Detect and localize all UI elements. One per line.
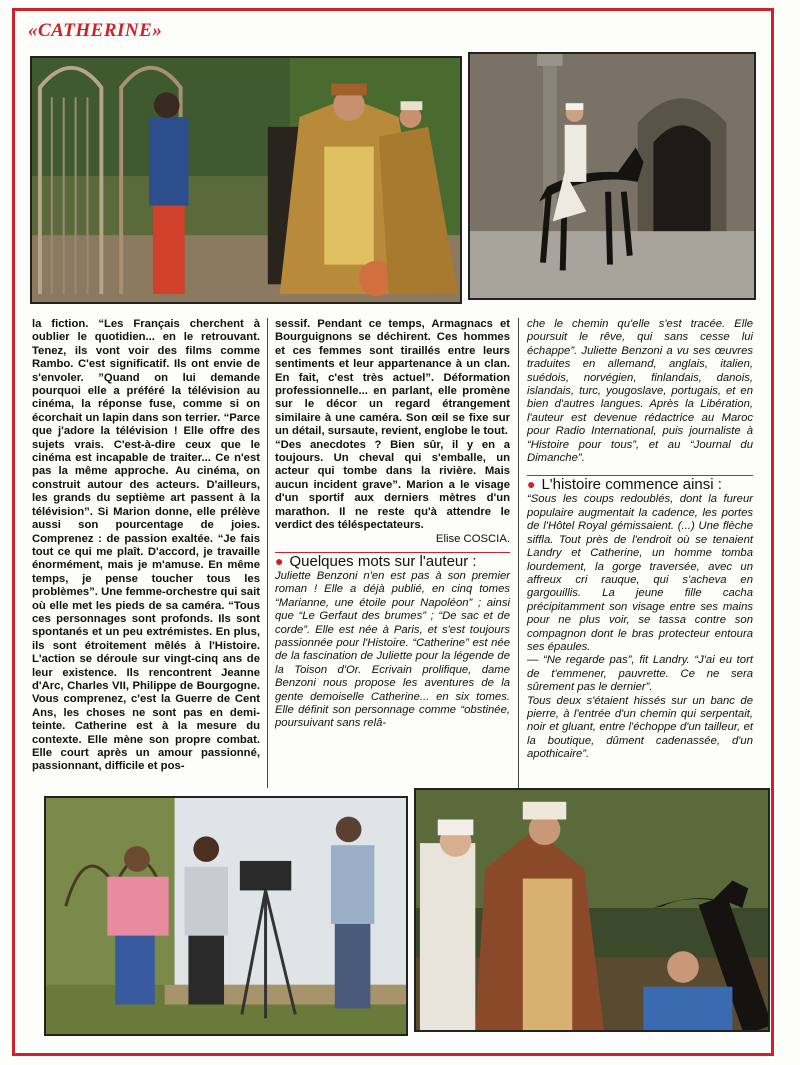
photo-actors-with-horse: [414, 788, 770, 1032]
author-signature: Elise COSCIA.: [435, 532, 510, 545]
photo-costumed-actors-at-gate: [30, 56, 462, 304]
heading-author-text: Quelques mots sur l'auteur :: [289, 552, 477, 570]
bullet-icon: ●: [275, 552, 284, 569]
photo-film-crew-camera: [44, 796, 408, 1036]
story-excerpt-2: — “Ne regarde pas”, fit Landry. “J'ai eu tort de t'emmener, pauvrette. Ce ne sera sûrement pas le dernier”.: [527, 654, 753, 694]
photo-rider-on-black-horse: [468, 52, 756, 300]
heading-story-text: L'histoire commence ainsi :: [541, 476, 722, 494]
heading-author: [275, 553, 510, 570]
column-divider-2: [518, 318, 519, 788]
section-rule-auteur: [275, 552, 510, 553]
story-excerpt-1: “Sous les coups redoublés, dont la fureur populaire augmentait la cadence, les portes de l'Hôtel Royal gémissaient. (...) Une flèche siffla. Tout près de l'endroit où se tenaient Landry et Catherine, un homme tomba lourdement, la gorge traversée, avec un affreux cri rauque, qui s'acheva en gargouillis. La jeune fille cacha précipitamment son visage entre ses mains pour ne plus voir, se tassa contre son compagnon dont le bras protecteur entoura ses épaules.: [527, 493, 753, 653]
heading-story: [527, 476, 753, 493]
story-excerpt-3: Tous deux s'étaient hissés sur un banc de pierre, à l'entrée d'un chemin qui serpentait, noir et gluant, entre l'échoppe d'un tailleur, et la boutique, dûment cadenassée, d'un apothicaire”.: [527, 694, 753, 761]
author-bio: Juliette Benzoni n'en est pas à son premier roman ! Elle a déjà publié, en cinq tomes “Marianne, une étoile pour Napoléon” ; ainsi que “Le Gerfaut des brumes” ; “De sac et de corde”. Elle est née à Paris, et s'est toujours passionnée pour l'Histoire. “Catherine” est née de la fascination de Juliette pour la légende de la Toison d'Or. Ecrivain prolifique, dame Benzoni nous propose les aventures de la gente demoiselle Catherine... en six tomes. Elle définit son personnage comme “obstinée, poursuivant sans relâ-: [275, 569, 510, 730]
column-3: [527, 318, 753, 762]
article-body-col1: la fiction. “Les Français cherchent à oublier le quotidien... en le retrouvant. Tenez, ils vont voir des films comme Rambo. C'est significatif. Ils ont envie de s'envoler. ”Quand on lui demande pourquoi elle a préféré la télévision au cinéma, la réponse fuse, comme si on écorchait un lapin dans son terrier. “Parce que j'adore la télévision ! Elle offre des sujets vrais. C'est-à-dire ceux que le cinéma est incapable de traiter... Ce n'est pas la même approche. Au cinéma, on construit autour des acteurs. D'ailleurs, les grands du septième art passent à la télévision”. Si Marion donne, elle prélève aussi son pourcentage de joies. Comprenez : de passion exaltée. “Je fais tout ce qui me plaît. D'accord, je travaille énormément, mais je m'amuse. En même temps, je pense toucher tous les problèmes”. Une femme-orchestre qui sait où elle met les pieds de sa caméra. “Tous ces personnages sont profonds. Ils sont spontanés et un peu extrémistes. En plus, ils sont étroitement mêlés à l'Histoire. L'action se déroule sur vingt-cinq ans de leur existence. Ils rencontrent Jeanne d'Arc, Charles VII, Philippe de Bourgogne. Vous comprenez, c'est la Guerre de Cent Ans, les choses ne sont pas en demi-teinte. Catherine est à la mesure du contexte. Elle mène son propre combat. Elle court après un amour passionné, passionnant, difficile et pos-: [32, 318, 260, 773]
article-body-col2-anecdotes: “Des anecdotes ? Bien sûr, il y en a toujours. Un cheval qui s'emballe, un acteur qui tombe dans la rivière. Mais aucun incident grave”. Marion a le visage d'un sportif aux derniers mètres d'un marathon. Il ne reste qu'à attendre le verdict des téléspectateurs.: [275, 438, 510, 532]
bullet-icon: ●: [527, 476, 536, 493]
column-divider-1: [267, 318, 268, 788]
column-1: [32, 318, 260, 774]
author-bio-continued: che le chemin qu'elle s'est tracée. Elle poursuit le rêve, qui sans cesse lui échappe”. Juliette Benzoni a vu ses œuvres traduites en allemand, anglais, italien, suédois, norvégien, finlandais, danois, islandais, turc, yougoslave, portugais, et en bien d'autres langues. Après la Libération, l'auteur est devenue rédactrice au Maroc pour Radio International, puis journaliste à “Histoire pour tous”, et au “Journal du Dimanche”.: [527, 318, 753, 465]
section-rule-histoire: [527, 475, 753, 476]
section-kicker: «CATHERINE»: [28, 20, 163, 41]
article-body-col2: sessif. Pendant ce temps, Armagnacs et Bourguignons se déchirent. Ces hommes et ces femmes sont tiraillés entre leurs sentiments et leur appartenance à un clan. En fait, c'est très actuel”. Déformation professionnelle... en parlant, elle promène sur le décor un regard étrangement similaire à une caméra. Son œil se fixe sur un détail, sursaute, revient, englobe le tout.: [275, 318, 510, 438]
column-2: [275, 318, 510, 731]
